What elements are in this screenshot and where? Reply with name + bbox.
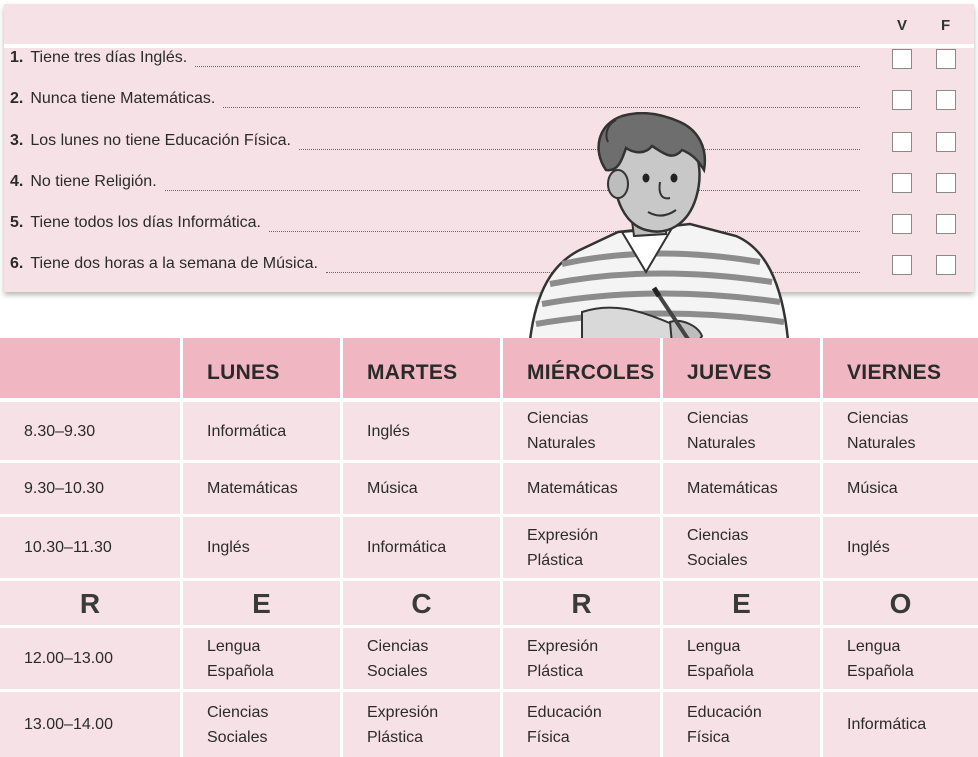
time-slot: 13.00–14.00	[0, 692, 180, 757]
subject-line: Ciencias	[687, 410, 749, 427]
subject-cell	[183, 692, 340, 757]
subject-cell	[503, 628, 660, 689]
subject-line: Plástica	[527, 662, 584, 680]
subject-line: Informática	[847, 716, 927, 733]
recess-letter: C	[343, 581, 500, 625]
checkbox-true[interactable]	[892, 90, 912, 110]
statement-row	[10, 86, 860, 112]
subject-cell	[663, 402, 820, 460]
subject-line: Sociales	[207, 728, 268, 746]
statement-row	[10, 45, 860, 71]
day-header: MARTES	[343, 338, 500, 398]
time-slot: 12.00–13.00	[0, 628, 180, 689]
day-header: LUNES	[183, 338, 340, 398]
timetable-corner	[0, 338, 180, 398]
subject-line: Española	[687, 662, 754, 680]
checkbox-false[interactable]	[936, 255, 956, 275]
subject-name	[687, 406, 755, 456]
statement-text: Nunca tiene Matemáticas.	[30, 90, 216, 107]
subject-name	[527, 700, 602, 750]
subject-name	[527, 406, 595, 456]
student-writing-illustration	[522, 112, 794, 362]
column-false-label: F	[941, 17, 951, 34]
dotted-leader	[195, 56, 860, 67]
subject-line: Lengua	[687, 637, 741, 655]
subject-line: Matemáticas	[527, 480, 618, 497]
subject-line: Educación	[527, 703, 602, 721]
subject-line: Sociales	[367, 662, 428, 680]
subject-name	[847, 406, 915, 456]
subject-line: Naturales	[527, 435, 596, 452]
subject-line: Plástica	[527, 551, 584, 569]
subject-line: Española	[847, 662, 914, 680]
checkbox-true[interactable]	[892, 214, 912, 234]
subject-line: Expresión	[527, 637, 599, 655]
subject-name	[367, 634, 428, 684]
subject-name	[367, 476, 418, 501]
subject-cell	[823, 517, 978, 578]
subject-name	[847, 535, 890, 560]
dotted-leader	[223, 97, 860, 108]
statement-number: 4.	[10, 173, 24, 190]
subject-line: Lengua	[847, 637, 901, 655]
statement-number: 5.	[10, 214, 24, 231]
subject-name	[687, 634, 754, 684]
subject-name	[847, 712, 926, 737]
time-slot: 10.30–11.30	[0, 517, 180, 578]
subject-cell	[343, 463, 500, 514]
subject-cell	[663, 692, 820, 757]
subject-name	[367, 535, 446, 560]
subject-cell	[183, 463, 340, 514]
subject-cell	[823, 692, 978, 757]
subject-name	[367, 700, 438, 750]
statement-text: No tiene Religión.	[30, 173, 157, 190]
subject-line: Educación	[687, 703, 762, 721]
subject-name	[527, 523, 598, 573]
checkbox-false[interactable]	[936, 49, 956, 69]
subject-line: Española	[207, 662, 274, 680]
subject-name	[527, 476, 618, 501]
subject-cell	[343, 517, 500, 578]
subject-cell	[503, 402, 660, 460]
recess-letter: O	[823, 581, 978, 625]
subject-line: Ciencias	[527, 410, 589, 427]
subject-name	[687, 700, 762, 750]
subject-cell	[183, 517, 340, 578]
statement-text: Tiene dos horas a la semana de Música.	[30, 255, 318, 272]
subject-line: Naturales	[847, 435, 916, 452]
subject-line: Naturales	[687, 435, 756, 452]
subject-line: Música	[847, 480, 898, 497]
statement-number: 1.	[10, 49, 24, 66]
day-header: JUEVES	[663, 338, 820, 398]
subject-line: Informática	[207, 422, 287, 440]
subject-line: Matemáticas	[687, 480, 778, 497]
day-header: MIÉRCOLES	[503, 338, 660, 398]
subject-name	[207, 700, 268, 750]
subject-name	[207, 535, 250, 560]
checkbox-true[interactable]	[892, 173, 912, 193]
subject-line: Ciencias	[847, 410, 909, 427]
subject-cell	[823, 463, 978, 514]
subject-name	[847, 634, 914, 684]
statement-number: 3.	[10, 132, 24, 149]
subject-line: Inglés	[367, 422, 410, 440]
time-slot: 8.30–9.30	[0, 402, 180, 460]
checkbox-false[interactable]	[936, 90, 956, 110]
recess-letter: E	[183, 581, 340, 625]
checkbox-true[interactable]	[892, 255, 912, 275]
subject-line: Informática	[367, 539, 447, 556]
subject-line: Sociales	[687, 551, 748, 569]
subject-name	[207, 634, 274, 684]
subject-line: Física	[687, 728, 730, 746]
subject-line: Plástica	[367, 728, 424, 746]
subject-line: Lengua	[207, 637, 261, 655]
subject-cell	[503, 692, 660, 757]
weekly-timetable	[0, 338, 978, 757]
true-false-exercise	[4, 4, 974, 292]
checkbox-true[interactable]	[892, 49, 912, 69]
subject-line: Ciencias	[207, 703, 269, 721]
subject-cell	[503, 517, 660, 578]
day-header: VIERNES	[823, 338, 978, 398]
statement-text: Tiene todos los días Informática.	[30, 214, 261, 231]
subject-cell	[343, 402, 500, 460]
subject-cell	[343, 692, 500, 757]
statement-number: 2.	[10, 90, 24, 107]
statement-text: Tiene tres días Inglés.	[30, 49, 188, 66]
recess-letter: E	[663, 581, 820, 625]
subject-line: Inglés	[207, 539, 250, 556]
time-slot: 9.30–10.30	[0, 463, 180, 514]
statement-text: Los lunes no tiene Educación Física.	[30, 132, 291, 149]
subject-cell	[343, 628, 500, 689]
subject-line: Expresión	[367, 703, 439, 721]
checkbox-false[interactable]	[936, 214, 956, 234]
column-true-label: V	[897, 17, 908, 34]
subject-line: Ciencias	[687, 526, 749, 544]
quiz-header	[4, 4, 974, 44]
subject-line: Física	[527, 728, 570, 746]
subject-cell	[183, 402, 340, 460]
subject-cell	[823, 402, 978, 460]
subject-line: Expresión	[527, 526, 599, 544]
subject-cell	[663, 517, 820, 578]
subject-name	[207, 476, 298, 501]
subject-name	[207, 419, 286, 444]
subject-cell	[663, 628, 820, 689]
subject-cell	[183, 628, 340, 689]
subject-name	[687, 476, 778, 501]
recess-letter: R	[0, 581, 180, 625]
checkbox-true[interactable]	[892, 132, 912, 152]
checkbox-false[interactable]	[936, 132, 956, 152]
subject-cell	[503, 463, 660, 514]
recess-letter: R	[503, 581, 660, 625]
checkbox-false[interactable]	[936, 173, 956, 193]
subject-cell	[663, 463, 820, 514]
subject-name	[367, 419, 410, 444]
subject-name	[527, 634, 598, 684]
subject-cell	[823, 628, 978, 689]
subject-line: Ciencias	[367, 637, 429, 655]
subject-name	[687, 523, 748, 573]
subject-line: Música	[367, 480, 418, 497]
subject-line: Matemáticas	[207, 480, 298, 497]
statement-number: 6.	[10, 255, 24, 272]
subject-name	[847, 476, 898, 501]
subject-line: Inglés	[847, 539, 890, 556]
